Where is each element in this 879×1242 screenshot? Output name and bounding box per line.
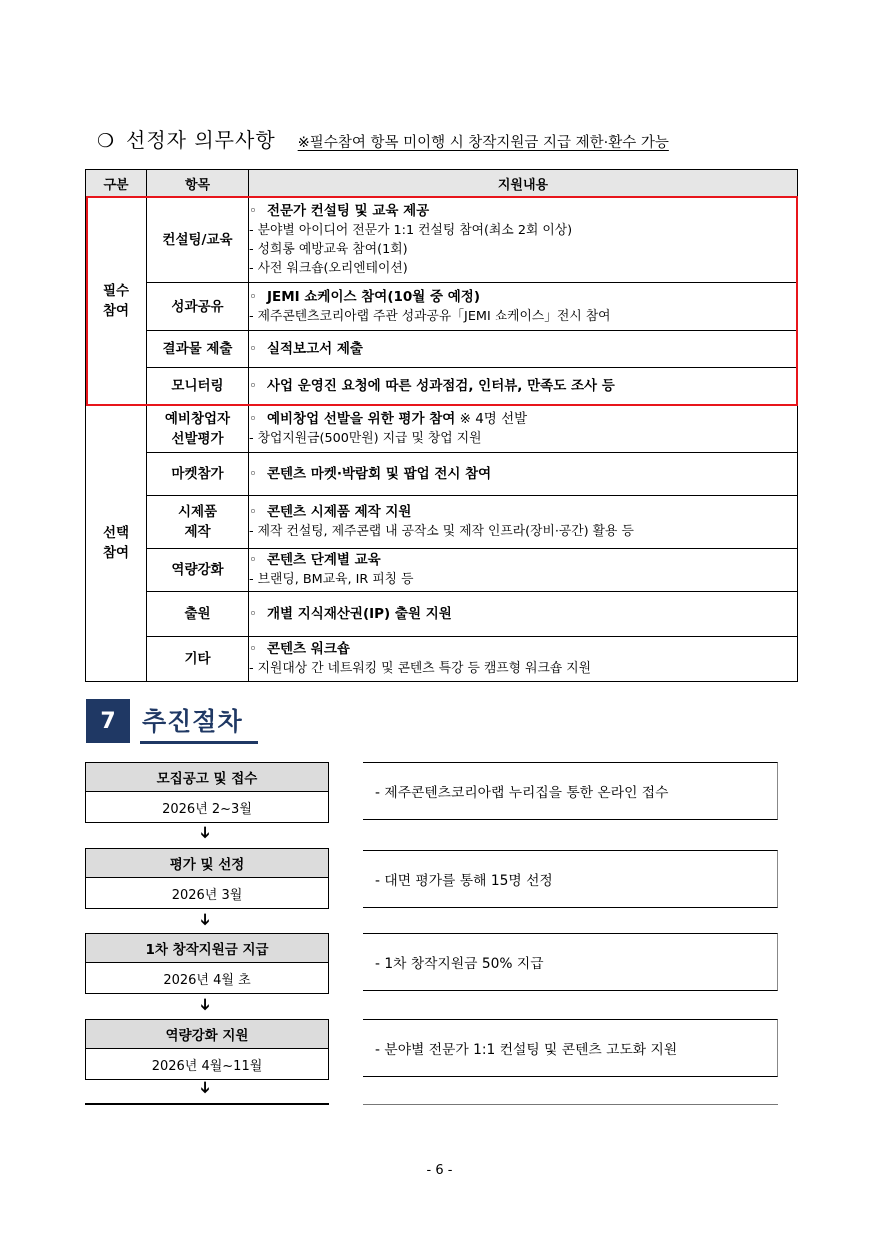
table-row	[86, 637, 798, 682]
step-period: 2026년 4월 초	[163, 972, 251, 988]
lead-text: 콘텐츠 시제품 제작 지원	[266, 504, 412, 520]
row-sub-item: - 성희롱 예방교육 참여(1회)	[249, 241, 408, 257]
lead-text: 개별 지식재산권(IP) 출원 지원	[266, 605, 452, 622]
down-arrow-icon: ➔	[196, 912, 216, 927]
row-lead	[249, 605, 797, 624]
row-sub-item: - 제주콘텐츠코리아랩 주관 성과공유「JEMI 쇼케이스」전시 참여	[249, 308, 611, 324]
row-lead	[249, 465, 797, 484]
row-lead	[249, 288, 797, 307]
row-description	[249, 592, 798, 637]
row-description	[249, 549, 798, 592]
section-title: 추진절차	[142, 707, 243, 736]
down-arrow-icon: ➔	[196, 997, 216, 1012]
lead-text: 실적보고서 제출	[266, 340, 363, 357]
step-box	[85, 848, 329, 909]
row-description	[249, 496, 798, 549]
header-content: 지원내용	[249, 170, 798, 197]
row-item-label: 결과물 제출	[147, 331, 249, 368]
row-sub-item: - 사전 워크숍(오리엔테이션)	[249, 260, 408, 276]
lead-marker: ◦	[249, 202, 257, 219]
section-title-underline	[140, 741, 258, 744]
row-sub-item: - 브랜딩, BM교육, IR 피칭 등	[249, 572, 414, 587]
row-lead	[249, 640, 797, 659]
lead-text: 콘텐츠 단계별 교육	[266, 552, 381, 568]
row-description	[249, 637, 798, 682]
lead-marker: ◦	[249, 410, 257, 427]
page-number: - 6 -	[426, 1163, 453, 1178]
row-item-label: 모니터링	[147, 368, 249, 405]
row-description	[249, 368, 798, 405]
step-name: 모집공고 및 접수	[86, 763, 328, 792]
procedure-end-line-desc	[363, 1104, 778, 1105]
down-arrow-icon: ➔	[196, 1080, 216, 1095]
header-item: 항목	[147, 170, 249, 197]
row-lead	[249, 340, 797, 359]
lead-marker: ◦	[249, 552, 257, 568]
table-row	[86, 453, 798, 496]
lead-text: JEMI 쇼케이스 참여(10월 중 예정)	[266, 288, 481, 305]
row-lead	[249, 377, 797, 396]
row-item-label: 시제품 제작	[147, 496, 249, 549]
row-item-label: 마켓참가	[147, 453, 249, 496]
row-sub-item: - 제작 컨설팅, 제주콘랩 내 공작소 및 제작 인프라(장비·공간) 활용 등	[249, 524, 634, 539]
duties-heading	[97, 124, 669, 153]
step-description: - 제주콘텐츠코리아랩 누리집을 통한 온라인 접수	[363, 762, 778, 820]
row-item-label: 출원	[147, 592, 249, 637]
row-item-label: 성과공유	[147, 283, 249, 331]
row-description	[249, 197, 798, 283]
row-lead	[249, 551, 797, 570]
lead-marker: ◦	[249, 605, 257, 622]
lead-text: 콘텐츠 워크숍	[266, 641, 350, 657]
row-sub-item: - 창업지원금(500만원) 지급 및 창업 지원	[249, 430, 482, 446]
step-description: - 1차 창작지원금 50% 지급	[363, 933, 778, 991]
table-row	[86, 405, 798, 453]
down-arrow-icon: ➔	[196, 825, 216, 840]
header-category: 구분	[86, 170, 147, 197]
step-description: - 분야별 전문가 1:1 컨설팅 및 콘텐츠 고도화 지원	[363, 1019, 778, 1077]
row-description	[249, 453, 798, 496]
table-row	[86, 331, 798, 368]
table-row	[86, 496, 798, 549]
procedure-end-line	[85, 1103, 329, 1105]
step-box	[85, 1019, 329, 1080]
heading-title: 선정자 의무사항	[126, 128, 276, 152]
duties-table	[85, 169, 798, 682]
lead-marker: ◦	[249, 340, 257, 357]
row-sub-item: - 분야별 아이디어 전문가 1:1 컨설팅 참여(최소 2회 이상)	[249, 222, 573, 238]
step-name: 역량강화 지원	[86, 1020, 328, 1049]
row-lead	[249, 410, 797, 429]
row-sub-item: - 지원대상 간 네트워킹 및 콘텐츠 특강 등 캠프형 워크숍 지원	[249, 661, 591, 676]
lead-text: 사업 운영진 요청에 따른 성과점검, 인터뷰, 만족도 조사 등	[266, 377, 615, 394]
step-name: 평가 및 선정	[86, 849, 328, 878]
table-row	[86, 283, 798, 331]
step-period: 2026년 3월	[171, 887, 243, 903]
section-number: 7	[86, 699, 130, 743]
lead-text: 전문가 컨설팅 및 교육 제공	[266, 202, 430, 219]
row-description	[249, 331, 798, 368]
lead-marker: ◦	[249, 465, 257, 482]
lead-text: 예비창업 선발을 위한 평가 참여	[266, 410, 456, 427]
row-item-label: 기타	[147, 637, 249, 682]
table-row	[86, 368, 798, 405]
table-row	[86, 197, 798, 283]
heading-note: ※필수참여 항목 미이행 시 창작지원금 지급 제한·환수 가능	[297, 135, 669, 151]
row-item-label: 컨설팅/교육	[147, 197, 249, 283]
lead-marker: ◦	[249, 641, 257, 657]
step-period: 2026년 2~3월	[162, 801, 252, 817]
step-period: 2026년 4월~11월	[151, 1058, 263, 1074]
row-lead	[249, 202, 797, 221]
step-box	[85, 933, 329, 994]
lead-extra: ※ 4명 선발	[455, 410, 528, 427]
step-description: - 대면 평가를 통해 15명 선정	[363, 850, 778, 908]
lead-marker: ◦	[249, 377, 257, 394]
category-optional: 선택 참여	[86, 405, 147, 682]
row-lead	[249, 503, 797, 522]
category-required: 필수 참여	[86, 197, 147, 405]
heading-bullet: ❍	[97, 130, 115, 152]
table-header-row	[86, 170, 798, 197]
step-name: 1차 창작지원금 지급	[86, 934, 328, 963]
table-row	[86, 592, 798, 637]
lead-text: 콘텐츠 마켓·박람회 및 팝업 전시 참여	[266, 465, 492, 482]
row-item-label: 예비창업자 선발평가	[147, 405, 249, 453]
lead-marker: ◦	[249, 288, 257, 305]
row-description	[249, 405, 798, 453]
row-description	[249, 283, 798, 331]
step-box	[85, 762, 329, 823]
lead-marker: ◦	[249, 504, 257, 520]
table-row	[86, 549, 798, 592]
row-item-label: 역량강화	[147, 549, 249, 592]
